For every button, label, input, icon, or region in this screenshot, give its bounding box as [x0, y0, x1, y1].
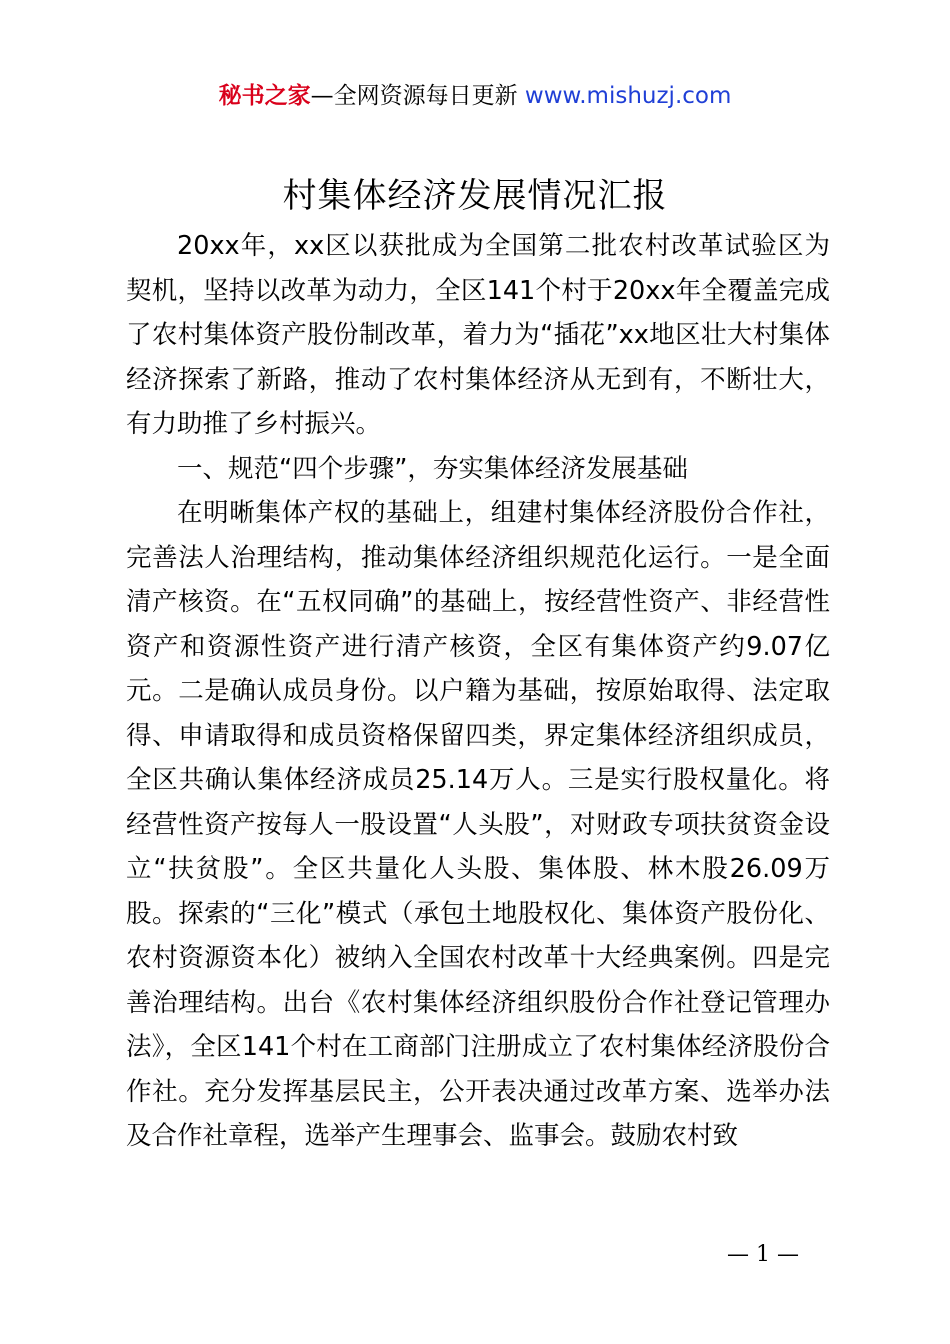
document-body — [126, 224, 830, 1159]
header-brand: 秘书之家 — [218, 83, 311, 109]
page-number: — 1 — — [727, 1242, 799, 1267]
document-title: 村集体经济发展情况汇报 — [282, 176, 668, 216]
paragraph-intro: 20xx年，xx区以获批成为全国第二批农村改革试验区为契机，坚持以改革为动力，全区141个村于20xx年全覆盖完成了农村集体资产股份制改革，着力为“插花”xx地区壮大村集体经济探索了新路，推动了农村集体经济从无到有，不断壮大，有力助推了乡村振兴。 — [126, 231, 830, 439]
section-heading-1: 一、规范“四个步骤”，夯实集体经济发展基础 — [177, 453, 688, 484]
paragraph-section-1: 在明晰集体产权的基础上，组建村集体经济股份合作社，完善法人治理结构，推动集体经济组织规范化运行。一是全面清产核资。在“五权同确”的基础上，按经营性资产、非经营性资产和资源性资产进行清产核资，全区有集体资产约9.07亿元。二是确认成员身份。以户籍为基础，按原始取得、法定取得、申请取得和成员资格保留四类，界定集体经济组织成员，全区共确认集体经济成员25.14万人。三是实行股权量化。将经营性资产按每人一股设置“人头股”，对财政专项扶贫资金设立“扶贫股”。全区共量化人头股、集体股、林木股26.09万股。探索的“三化”模式（承包土地股权化、集体资产股份化、农村资源资本化）被纳入全国农村改革十大经典案例。四是完善治理结构。出台《农村集体经济组织股份合作社登记管理办法》，全区141个村在工商部门注册成立了农村集体经济股份合作社。充分发挥基层民主，公开表决通过改革方案、选举办法及合作社章程，选举产生理事会、监事会。鼓励农村致 — [126, 498, 830, 1151]
page-header — [0, 80, 950, 112]
header-tagline: —全网资源每日更新 — [310, 83, 518, 109]
header-site-link[interactable]: www.mishuzj.com — [524, 83, 732, 109]
